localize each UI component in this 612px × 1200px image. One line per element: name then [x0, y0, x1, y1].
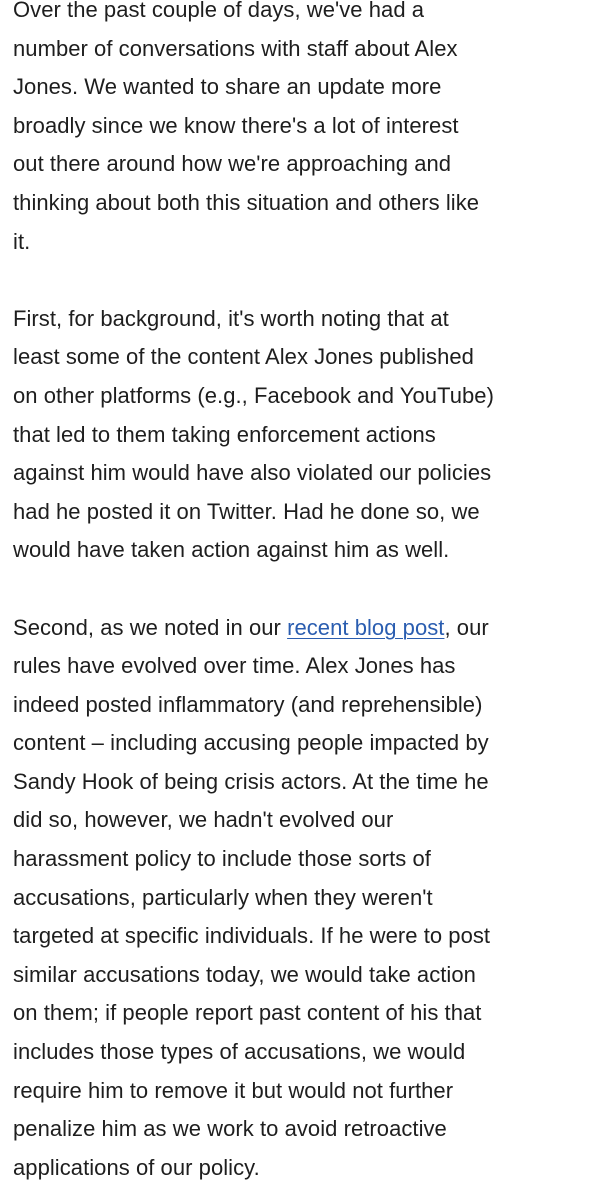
text-line: would have taken action against him as well.: [13, 537, 450, 563]
text-line: out there around how we're approaching and: [13, 151, 452, 177]
text-line: did so, however, we hadn't evolved our: [13, 807, 394, 833]
text-line: First, for background, it's worth noting that at: [13, 305, 449, 331]
text-line: against him would have also violated our policies: [13, 460, 492, 486]
text-line: it.: [13, 228, 31, 254]
text-line: that led to them taking enforcement actions: [13, 421, 436, 447]
text-line: on other platforms (e.g., Facebook and YouTube): [13, 382, 494, 408]
document-body: [13, 0, 603, 1187]
paragraph-background: [13, 300, 603, 570]
text-segment: , our: [444, 614, 489, 640]
text-line: least some of the content Alex Jones published: [13, 344, 474, 370]
paragraph-spacer: [13, 570, 603, 609]
text-line: harassment policy to include those sorts of: [13, 846, 431, 872]
text-line: Sandy Hook of being crisis actors. At the time he: [13, 768, 489, 794]
text-segment: Second, as we noted in our: [13, 614, 288, 640]
text-line: rules have evolved over time. Alex Jones has: [13, 653, 456, 679]
text-line: Over the past couple of days, we've had a: [13, 0, 425, 22]
text-line: penalize him as we work to avoid retroactive: [13, 1116, 447, 1142]
text-line: broadly since we know there's a lot of interest: [13, 112, 459, 138]
text-line: Jones. We wanted to share an update more: [13, 74, 442, 100]
text-line: targeted at specific individuals. If he were to post: [13, 923, 491, 949]
text-line: require him to remove it but would not further: [13, 1077, 454, 1103]
text-line: on them; if people report past content of his that: [13, 1000, 482, 1026]
paragraph-rules-evolved: [13, 609, 603, 1188]
text-line: applications of our policy.: [13, 1154, 260, 1180]
text-line: similar accusations today, we would take action: [13, 961, 476, 987]
text-line: accusations, particularly when they weren't: [13, 884, 433, 910]
text-line: content – including accusing people impacted by: [13, 730, 489, 756]
paragraph-spacer: [13, 261, 603, 300]
text-line: number of conversations with staff about Alex: [13, 35, 458, 61]
text-line: thinking about both this situation and others like: [13, 189, 480, 215]
text-line: indeed posted inflammatory (and reprehensible): [13, 691, 483, 717]
text-line-with-link: [13, 609, 603, 648]
text-line: had he posted it on Twitter. Had he done so, we: [13, 498, 480, 524]
paragraph-intro: [13, 0, 603, 261]
recent-blog-post-link[interactable]: recent blog post: [287, 614, 445, 640]
text-line: includes those types of accusations, we would: [13, 1039, 466, 1065]
